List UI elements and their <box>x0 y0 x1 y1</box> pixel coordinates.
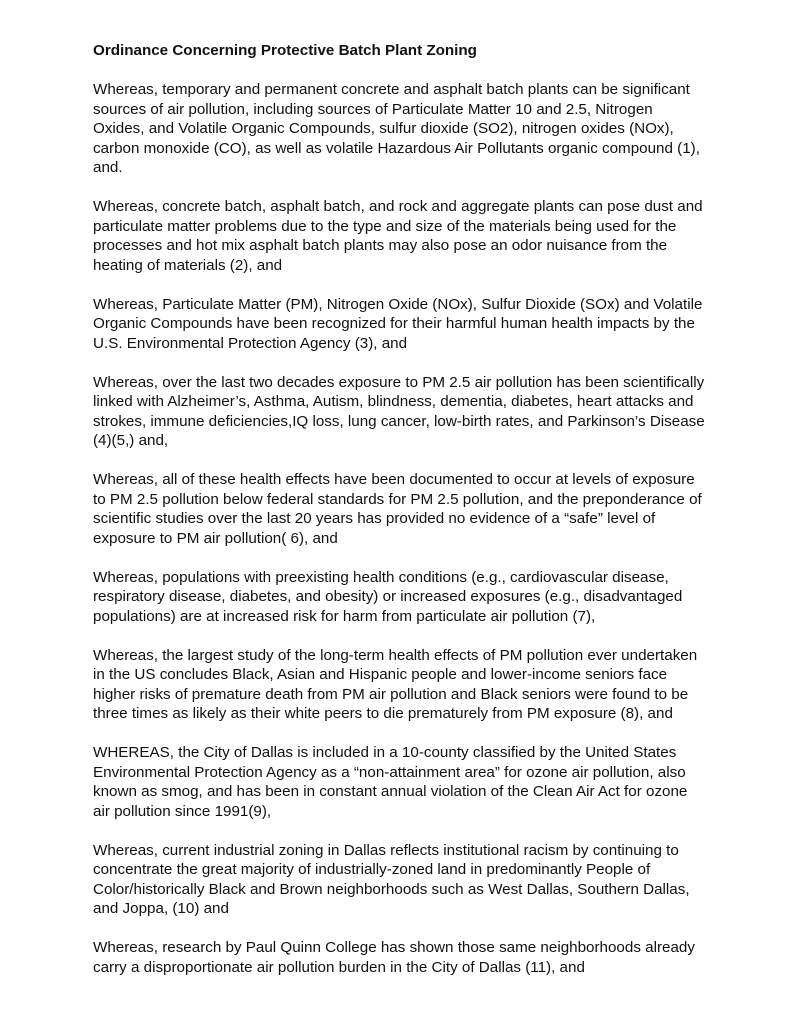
paragraph-8: WHEREAS, the City of Dallas is included in a 10-county classified by the United States Environmental Protection Agency as a “non-attainment area” for ozone air pollution, also known as smog, and has been in constant annual violation of the Clean Air Act for ozone air pollution since 1991(9), <box>93 744 688 820</box>
paragraph-6: Whereas, populations with preexisting health conditions (e.g., cardiovascular disease, respiratory disease, diabetes, and obesity) or increased exposures (e.g., disadvantaged populations) are at increased risk for harm from particulate air pollution (7), <box>93 568 683 625</box>
paragraph-1: Whereas, temporary and permanent concrete and asphalt batch plants can be significant sources of air pollution, including sources of Particulate Matter 10 and 2.5, Nitrogen Oxides, and Volatile Organic Compounds, sulfur dioxide (SO2), nitrogen oxides (NOx), carbon monoxide (CO), as well as volatile Hazardous Air Pollutants organic compound (1), and. <box>93 81 700 176</box>
paragraph-7: Whereas, the largest study of the long-term health effects of PM pollution ever undertaken in the US concludes Black, Asian and Hispanic people and lower-income seniors face higher risks of premature death from PM air pollution and Black seniors were found to be three times as likely as their white peers to die prematurely from PM exposure (8), and <box>93 646 698 722</box>
paragraph-10: Whereas, research by Paul Quinn College has shown those same neighborhoods already carry a disproportionate air pollution burden in the City of Dallas (11), and <box>93 939 695 976</box>
document-title: Ordinance Concerning Protective Batch Plant Zoning <box>93 42 477 59</box>
paragraph-2: Whereas, concrete batch, asphalt batch, and rock and aggregate plants can pose dust and particulate matter problems due to the type and size of the materials being used for the processes and hot mix asphalt batch plants may also pose an odor nuisance from the heating of materials (2), and <box>93 198 703 274</box>
document-page <box>93 41 705 997</box>
paragraph-9: Whereas, current industrial zoning in Dallas reflects institutional racism by continuing to concentrate the great majority of industrially-zoned land in predominantly People of Color/historically Black and Brown neighborhoods such as West Dallas, Southern Dallas, and Joppa, (10) and <box>93 841 690 917</box>
paragraph-4: Whereas, over the last two decades exposure to PM 2.5 air pollution has been scientifically linked with Alzheimer’s, Asthma, Autism, blindness, dementia, diabetes, heart attacks and strokes, immune deficiencies,IQ loss, lung cancer, low-birth rates, and Parkinson’s Disease (4)(5,) and, <box>93 373 705 449</box>
paragraph-3: Whereas, Particulate Matter (PM), Nitrogen Oxide (NOx), Sulfur Dioxide (SOx) and Volatile Organic Compounds have been recognized for their harmful human health impacts by the U.S. Environmental Protection Agency (3), and <box>93 295 703 352</box>
paragraph-5: Whereas, all of these health effects have been documented to occur at levels of exposure to PM 2.5 pollution below federal standards for PM 2.5 pollution, and the preponderance of scientific studies over the last 20 years has provided no evidence of a “safe” level of exposure to PM air pollution( 6), and <box>93 471 702 547</box>
